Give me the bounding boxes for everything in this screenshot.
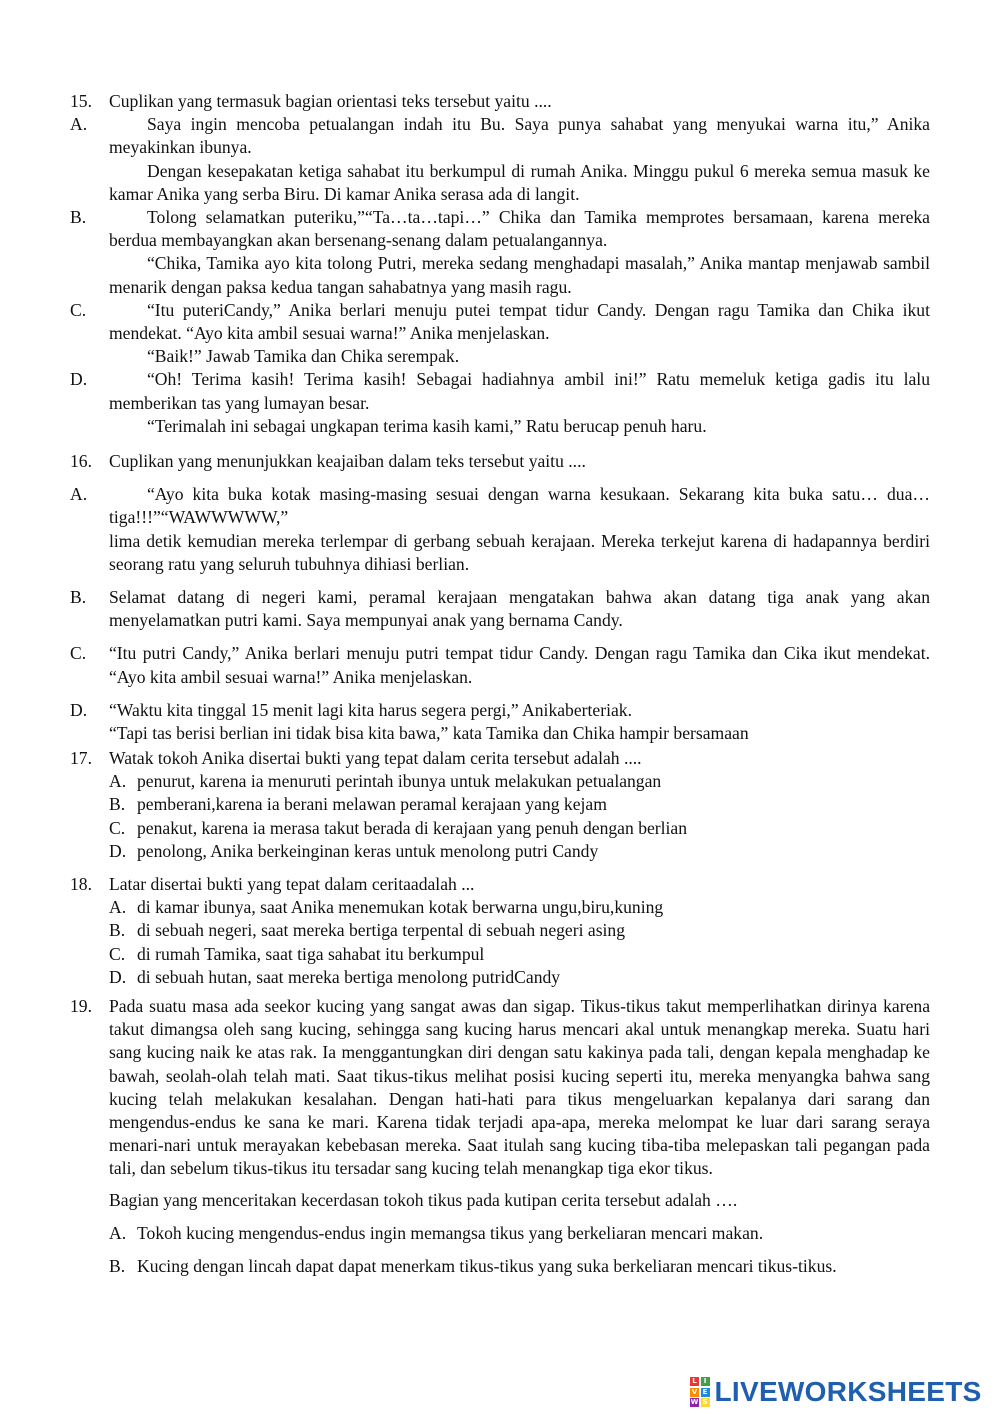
story-passage: Pada suatu masa ada seekor kucing yang sangat awas dan sigap. Tikus-tikus takut memperlihatkan dirinya karena takut dimangsa oleh sang kucing, sehingga sang kucing harus mencari akal untuk menangkap mereka. Suatu hari sang kucing naik ke atas rak. Ia menggantungkan diri dengan satu kakinya pada tali, dengan kepala menghadap ke bawah, seolah-olah telah mati. Saat tikus-tikus melihat posisi kucing seperti itu, mereka menyangka bahwa sang kucing telah melakukan kesalahan. Dengan hati-hati para tikus mengeluarkan kepalanya dari sarang dan mengendus-endus ke sana ke mari. Karena tidak terjadi apa-apa, mereka melompat ke luar dari sarang seraya menari-nari untuk merayakan kebebasan mereka. Saat itulah sang kucing tiba-tiba melepaskan tali pegangan pada tali, dan sebelum tikus-tikus itu tersadar sang kucing telah menangkap tiga ekor tikus. <box>109 996 930 1179</box>
option-text: Selamat datang di negeri kami, peramal kerajaan mengatakan bahwa akan datang tiga anak yang akan menyelamatkan putri kami. Saya mempunyai anak yang bernama Candy. <box>109 587 930 631</box>
question-16-stem <box>70 450 930 473</box>
option-text: “Itu putri Candy,” Anika berlari menuju putri tempat tidur Candy. Dengan ragu Tamika dan Cika ikut mendekat. “Ayo kita ambil sesuai warna!” Anika menjelaskan. <box>109 643 930 687</box>
liveworksheets-logo <box>690 1376 982 1408</box>
option-letter: D. <box>109 840 127 861</box>
question-19 <box>70 995 930 1278</box>
q15-option-b[interactable] <box>70 206 930 299</box>
option-text: di sebuah negeri, saat mereka bertiga terpental di sebuah negeri asing <box>137 920 626 941</box>
question-17-stem <box>70 747 930 770</box>
q17-option-c[interactable] <box>109 817 930 840</box>
option-letter: A. <box>70 114 88 135</box>
logo-tiles-icon <box>690 1377 710 1407</box>
q15-option-a[interactable] <box>70 113 930 206</box>
option-text: “Waktu kita tinggal 15 menit lagi kita harus segera pergi,” Anikaberteriak. <box>109 699 632 720</box>
q18-option-c[interactable] <box>109 943 930 966</box>
q17-option-a[interactable] <box>109 770 930 793</box>
option-text: Tokoh kucing mengendus-endus ingin memangsa tikus yang berkeliaran mencari makan. <box>137 1222 764 1243</box>
option-text: “Itu puteriCandy,” Anika berlari menuju putei tempat tidur Candy. Dengan ragu Tamika dan Chika ikut mendekat. “Ayo kita ambil sesuai warna!” Anika menjelaskan. <box>109 299 930 344</box>
q17-option-d[interactable] <box>109 840 930 863</box>
q16-option-c[interactable] <box>70 642 930 688</box>
question-number: 19. <box>70 996 92 1016</box>
option-letter: B. <box>109 1256 126 1277</box>
logo-tile: V <box>691 1387 698 1396</box>
option-text-continued: “Tapi tas berisi berlian ini tidak bisa kita bawa,” kata Tamika dan Chika hampir bersamaan <box>109 723 749 744</box>
q15-option-c[interactable] <box>70 299 930 369</box>
option-letter: B. <box>70 207 87 228</box>
question-number: 15. <box>70 91 92 111</box>
question-15-stem <box>70 90 930 113</box>
option-letter: B. <box>109 920 126 941</box>
option-text: di sebuah hutan, saat mereka bertiga menolong putridCandy <box>137 966 561 987</box>
option-letter: A. <box>70 484 88 505</box>
option-text: di rumah Tamika, saat tiga sahabat itu berkumpul <box>137 943 485 964</box>
option-letter: C. <box>70 299 87 320</box>
logo-tile: I <box>701 1377 710 1386</box>
option-letter: C. <box>109 817 126 838</box>
logo-tile: S <box>702 1398 708 1406</box>
option-text-continued: “Baik!” Jawab Tamika dan Chika serempak. <box>147 346 460 367</box>
question-19-stem <box>70 995 930 1212</box>
question-18-stem <box>70 873 930 896</box>
question-16 <box>70 450 930 745</box>
question-text: Cuplikan yang termasuk bagian orientasi teks tersebut yaitu .... <box>109 91 552 111</box>
question-text: Latar disertai bukti yang tepat dalam ceritaadalah ... <box>109 874 475 894</box>
q16-option-b[interactable] <box>70 586 930 632</box>
q17-option-b[interactable] <box>109 793 930 816</box>
question-text: Bagian yang menceritakan kecerdasan tokoh tikus pada kutipan cerita tersebut adalah …. <box>109 1189 738 1210</box>
option-letter: A. <box>109 897 127 918</box>
option-text-continued: “Chika, Tamika ayo kita tolong Putri, mereka sedang menghadapi masalah,” Anika mantap menjawab sambil menarik dengan paksa kedua tangan sahabatnya yang masih ragu. <box>109 253 930 297</box>
option-text: penurut, karena ia menuruti perintah ibunya untuk melakukan petualangan <box>137 771 662 792</box>
option-text-continued: Dengan kesepakatan ketiga sahabat itu berkumpul di rumah Anika. Minggu pukul 6 mereka semua masuk ke kamar Anika yang serba Biru. Di kamar Anika serasa ada di langit. <box>109 160 930 204</box>
option-letter: C. <box>70 643 87 664</box>
option-letter: C. <box>109 943 126 964</box>
option-letter: A. <box>109 771 127 792</box>
q19-option-b[interactable] <box>109 1255 930 1278</box>
option-text-continued: “Terimalah ini sebagai ungkapan terima kasih kami,” Ratu berucap penuh haru. <box>147 415 707 436</box>
question-18 <box>70 873 930 989</box>
option-text: pemberani,karena ia berani melawan peramal kerajaan yang kejam <box>137 794 607 815</box>
logo-tile: E <box>701 1388 710 1397</box>
q19-option-a[interactable] <box>109 1222 930 1245</box>
option-text: “Oh! Terima kasih! Terima kasih! Sebagai hadiahnya ambil ini!” Ratu memeluk ketiga gadis itu lalu memberikan tas yang lumayan besar. <box>109 369 930 413</box>
option-text: di kamar ibunya, saat Anika menemukan kotak berwarna ungu,biru,kuning <box>137 897 664 918</box>
q16-option-a[interactable] <box>70 483 930 576</box>
question-text: Cuplikan yang menunjukkan keajaiban dalam teks tersebut yaitu .... <box>109 451 586 471</box>
question-15 <box>70 90 930 438</box>
q16-option-d[interactable] <box>70 699 930 745</box>
question-number: 16. <box>70 451 92 471</box>
option-text: Saya ingin mencoba petualangan indah itu Bu. Saya punya sahabat yang menyukai warna itu,” Anika meyakinkan ibunya. <box>109 114 930 158</box>
question-number: 18. <box>70 874 92 894</box>
q18-option-b[interactable] <box>109 919 930 942</box>
option-letter: D. <box>70 699 88 720</box>
option-text: penakut, karena ia merasa takut berada di kerajaan yang penuh dengan berlian <box>137 817 688 838</box>
question-number: 17. <box>70 748 92 768</box>
q15-option-d[interactable] <box>70 368 930 438</box>
option-text: penolong, Anika berkeinginan keras untuk menolong putri Candy <box>137 840 599 861</box>
option-text-continued: lima detik kemudian mereka terlempar di gerbang sebuah kerajaan. Mereka terkejut karena di hadapannya berdiri seorang ratu yang seluruh tubuhnya dihiasi berlian. <box>109 530 930 574</box>
question-text: Watak tokoh Anika disertai bukti yang tepat dalam cerita tersebut adalah .... <box>109 748 642 768</box>
option-letter: B. <box>109 794 126 815</box>
option-text: Tolong selamatkan puteriku,”“Ta…ta…tapi…” Chika dan Tamika memprotes bersamaan, karena mereka berdua membayangkan akan bersenang-senang dalam petualangannya. <box>109 207 930 251</box>
option-text: “Ayo kita buka kotak masing-masing sesuai dengan warna kesukaan. Sekarang kita buka satu… dua… tiga!!!”“WAWWWWW,” <box>109 484 930 528</box>
question-17 <box>70 747 930 863</box>
option-text: Kucing dengan lincah dapat dapat menerkam tikus-tikus yang suka berkeliaran mencari tikus-tikus. <box>137 1256 837 1277</box>
q18-option-d[interactable] <box>109 966 930 989</box>
q18-option-a[interactable] <box>109 896 930 919</box>
logo-tile: W <box>690 1398 699 1406</box>
option-letter: D. <box>70 369 88 390</box>
option-letter: A. <box>109 1222 127 1243</box>
option-letter: D. <box>109 966 127 987</box>
option-letter: B. <box>70 587 87 608</box>
logo-wordmark: LIVEWORKSHEETS <box>714 1376 982 1407</box>
logo-tile: L <box>690 1377 699 1386</box>
